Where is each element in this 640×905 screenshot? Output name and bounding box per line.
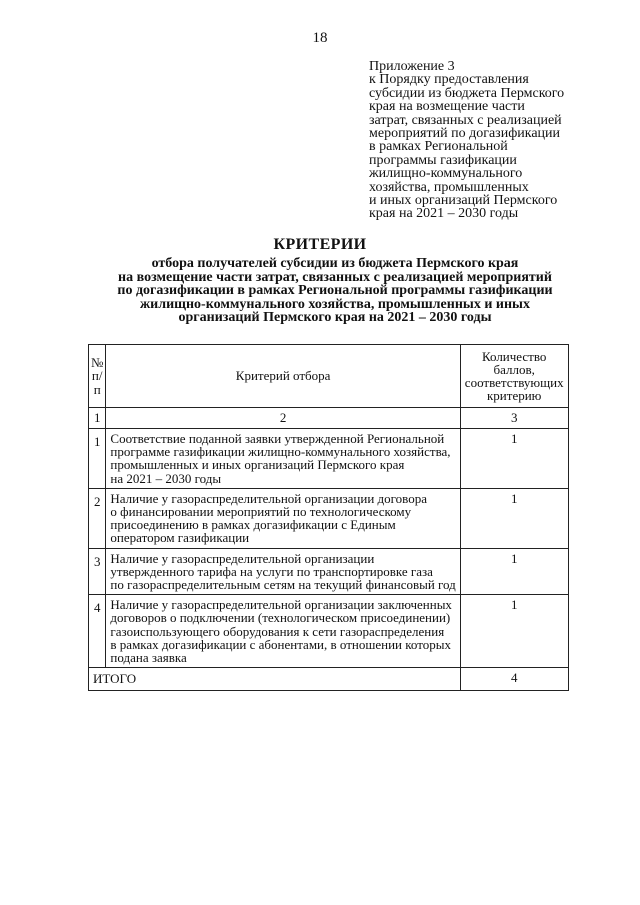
appendix-line: затрат, связанных с реализацией [369,112,562,128]
criterion-line: Соответствие поданной заявки утвержденной Региональной [110,431,445,446]
row-num: 4 [89,595,106,668]
appendix-line: программы газификации [369,152,517,168]
header-score: Количество баллов, соответствующих критерию [460,345,568,408]
row-score: 1 [460,595,568,668]
subtitle-line: отбора получателей субсидии из бюджета Пермского края [151,256,519,271]
criterion-line: Наличие у газораспределительной организации договора [110,490,427,506]
criterion-line: промышленных и иных организаций Пермского края [110,457,405,473]
header-num: № п/п [89,345,106,408]
criterion-line: программе газификации жилищно-коммунального хозяйства, [110,444,451,460]
page-number: 18 [312,30,328,46]
row-criterion [106,548,460,595]
total-label: ИТОГО [89,668,461,691]
criterion-line: Наличие у газораспределительной организации [110,550,375,566]
table-row [89,488,569,548]
appendix-reference [369,60,634,221]
document-subtitle [0,257,640,325]
column-number: 3 [460,408,568,429]
appendix-line: жилищно-коммунального [369,166,523,182]
row-score: 1 [460,488,568,548]
row-criterion [106,595,460,668]
appendix-line: края на 2021 – 2030 годы [369,206,519,222]
subtitle-line: организаций Пермского края на 2021 – 2030 годы [178,310,492,326]
row-num: 2 [89,488,106,548]
header-criterion: Критерий отбора [106,345,460,408]
table-row [89,548,569,595]
criterion-line: в рамках догазификации с абонентами, в отношении которых [110,636,451,652]
document-title: КРИТЕРИИ [273,236,367,253]
total-score: 4 [460,668,568,691]
appendix-line: края на возмещение части [369,99,525,115]
subtitle-line: по догазификации в рамках Региональной программы газификации [117,283,553,299]
criterion-line: оператором газификации [110,530,250,546]
table-header-row [89,345,569,408]
table-row [89,429,569,489]
total-row [89,668,569,691]
subtitle-line: жилищно-коммунального хозяйства, промышленных и иных [140,296,530,312]
appendix-line: к Порядку предоставления [369,72,529,88]
row-criterion [106,429,460,489]
row-score: 1 [460,429,568,489]
appendix-line: субсидии из бюджета Пермского [369,85,565,101]
appendix-line: Приложение 3 [369,59,455,74]
appendix-line: мероприятий по догазификации [369,126,561,142]
column-number: 2 [106,408,460,429]
appendix-line: и иных организаций Пермского [369,193,558,209]
criterion-line: о финансировании мероприятий по технологическому [110,504,412,520]
table-row [89,595,569,668]
row-criterion [106,488,460,548]
criterion-line: подана заявка [110,650,187,666]
criterion-line: газоиспользующего оборудования к сети газораспределения [110,623,445,639]
row-score: 1 [460,548,568,595]
criterion-line: договоров о подключении (технологическом присоединении) [110,610,451,626]
criterion-line: присоединению в рамках догазификации с Единым [110,517,396,533]
criterion-line: утвержденного тарифа на услуги по транспортировке газа [110,563,433,579]
subtitle-line: на возмещение части затрат, связанных с реализацией мероприятий [118,269,552,285]
appendix-line: хозяйства, промышленных [369,179,529,195]
appendix-line: в рамках Региональной [369,139,508,155]
criterion-line: по газораспределительным сетям на текущий финансовый год [110,577,456,593]
row-num: 3 [89,548,106,595]
column-number: 1 [89,408,106,429]
criterion-line: на 2021 – 2030 годы [110,470,222,486]
column-numbers-row [89,408,569,429]
criterion-line: Наличие у газораспределительной организации заключенных [110,597,452,613]
row-num: 1 [89,429,106,489]
criteria-table [88,344,569,691]
